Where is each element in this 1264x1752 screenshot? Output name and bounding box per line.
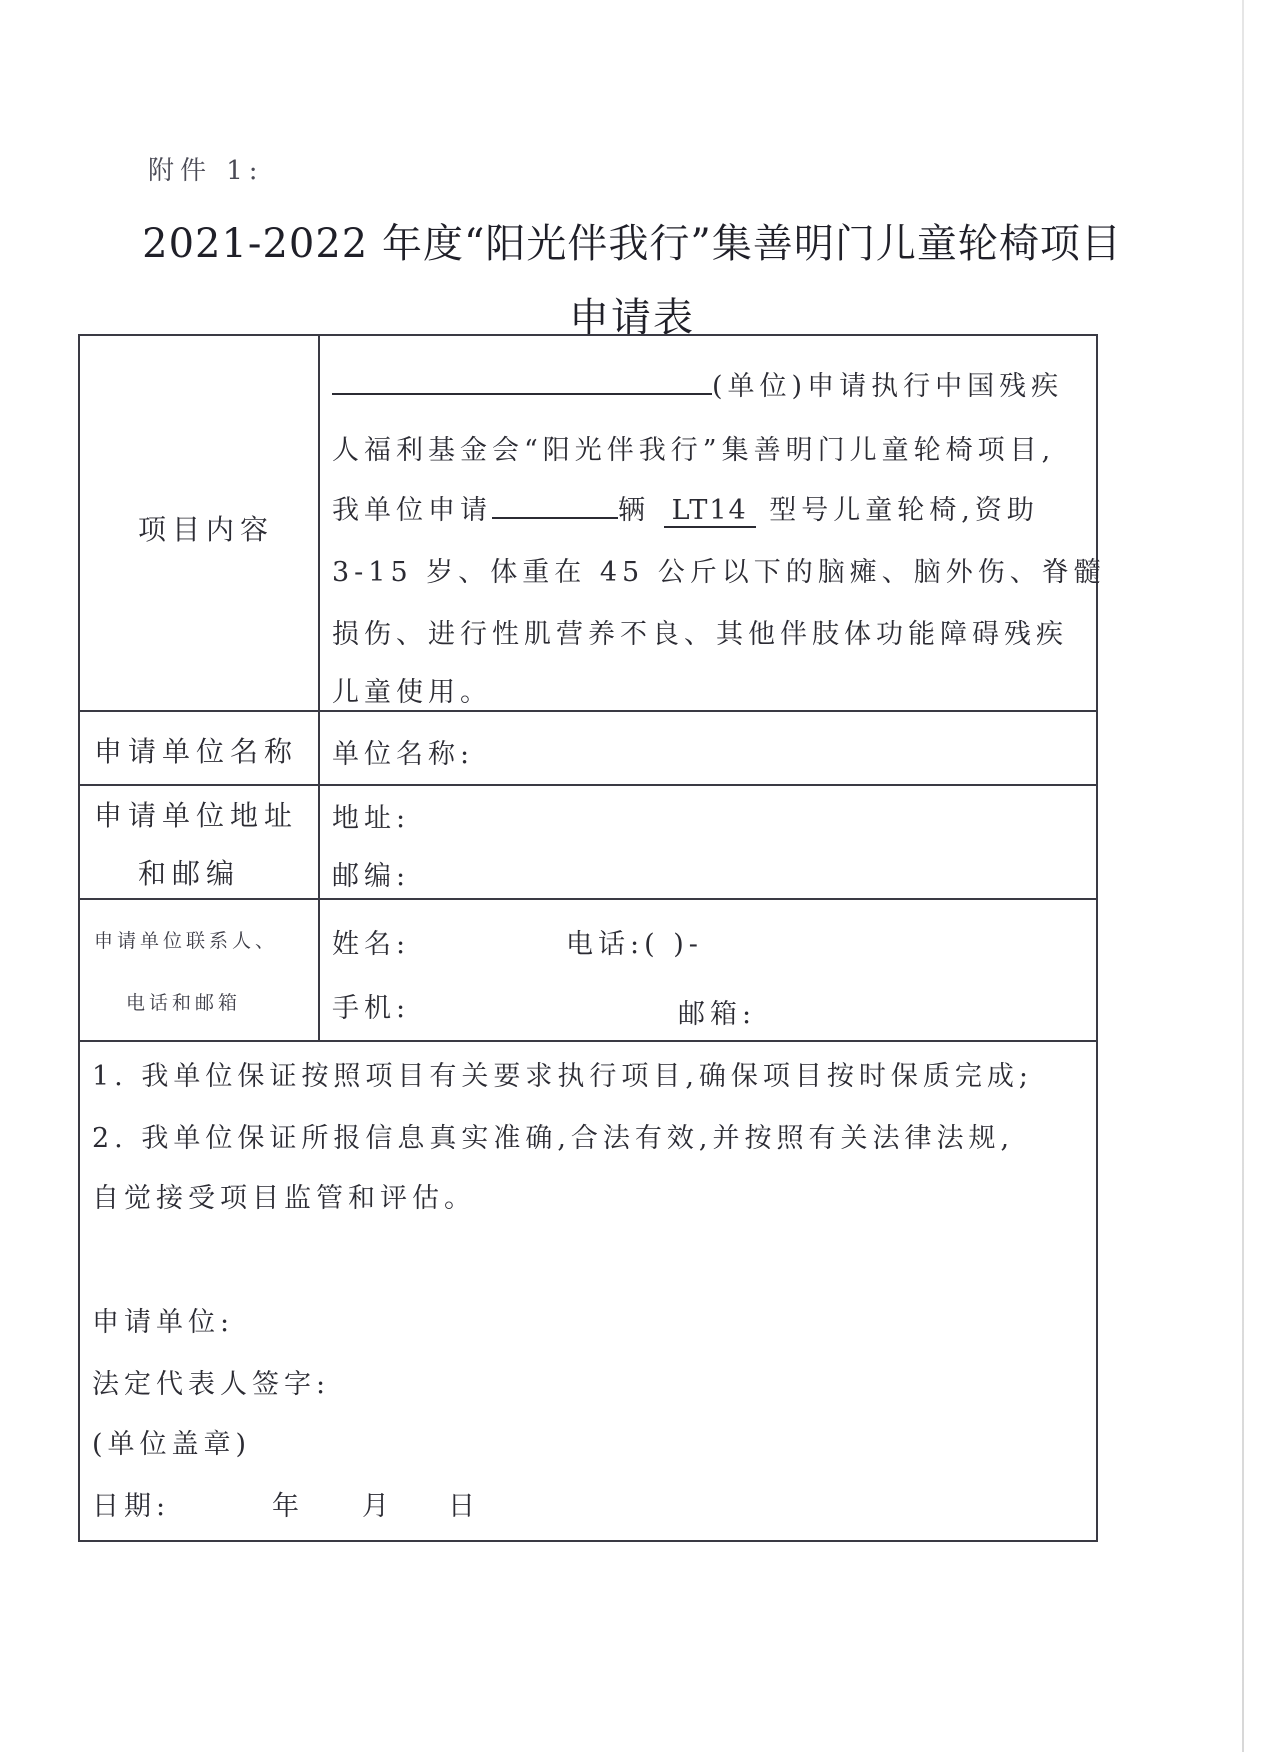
attachment-label: 附件 1:	[148, 156, 264, 186]
document-subtitle: 申请表	[569, 295, 695, 341]
date-day[interactable]: 日	[448, 1491, 480, 1522]
pledge-item-1: 1. 我单位保证按照项目有关要求执行项目,确保项目按时保质完成;	[92, 1061, 1034, 1092]
row-divider-3	[80, 898, 1096, 900]
postcode-field[interactable]: 邮编:	[332, 861, 411, 892]
quantity-unit: 辆	[618, 495, 650, 526]
project-line-4: 3-15 岁、体重在 45 公斤以下的脑瘫、脑外伤、脊髓	[332, 557, 1106, 588]
project-line-3	[332, 488, 1039, 527]
contact-mobile-field[interactable]: 手机:	[332, 993, 411, 1024]
row-divider-4	[80, 1040, 1096, 1042]
apply-suffix: 型号儿童轮椅,资助	[769, 495, 1039, 526]
pledge-item-2-continued: 自觉接受项目监管和评估。	[92, 1183, 476, 1214]
row-divider-2	[80, 784, 1096, 786]
quantity-blank[interactable]	[492, 491, 618, 519]
address-label-line-2: 和邮编	[138, 857, 241, 890]
contact-name-field[interactable]: 姓名:	[332, 929, 411, 960]
contact-label-line-1: 申请单位联系人、	[94, 930, 279, 952]
project-line-1	[332, 364, 1063, 403]
contact-email-field[interactable]: 邮箱:	[678, 999, 757, 1030]
model-value: LT14	[664, 495, 756, 528]
row-divider-1	[80, 710, 1096, 712]
unit-blank[interactable]	[332, 367, 712, 395]
unit-paren-text: (单位)申请执行中国残疾	[712, 371, 1064, 402]
date-month[interactable]: 月	[362, 1491, 394, 1522]
label-column-divider	[318, 336, 320, 1042]
project-line-5: 损伤、进行性肌营养不良、其他伴肢体功能障碍残疾	[332, 619, 1068, 650]
date-label: 日期:	[92, 1491, 171, 1522]
apply-prefix: 我单位申请	[332, 495, 492, 526]
unit-name-field[interactable]: 单位名称:	[332, 739, 475, 770]
application-form	[78, 334, 1106, 1542]
pledge-item-2: 2. 我单位保证所报信息真实准确,合法有效,并按照有关法律法规,	[92, 1123, 1015, 1154]
applicant-unit-field[interactable]: 申请单位:	[92, 1307, 235, 1338]
seal-note: (单位盖章)	[92, 1429, 252, 1460]
contact-phone-field[interactable]: 电话:( )-	[566, 929, 703, 960]
address-label-line-1: 申请单位地址	[94, 799, 299, 832]
project-content-label: 项目内容	[138, 513, 275, 546]
project-line-6: 儿童使用。	[332, 677, 492, 708]
unit-name-label: 申请单位名称	[94, 735, 299, 768]
document-title: 2021-2022 年度“阳光伴我行”集善明门儿童轮椅项目	[142, 221, 1122, 267]
contact-label-line-2: 电话和邮箱	[126, 992, 242, 1014]
project-line-2: 人福利基金会“阳光伴我行”集善明门儿童轮椅项目,	[332, 435, 1056, 466]
legal-rep-signature-field[interactable]: 法定代表人签字:	[92, 1369, 331, 1400]
date-year[interactable]: 年	[272, 1491, 304, 1522]
address-field[interactable]: 地址:	[332, 803, 411, 834]
